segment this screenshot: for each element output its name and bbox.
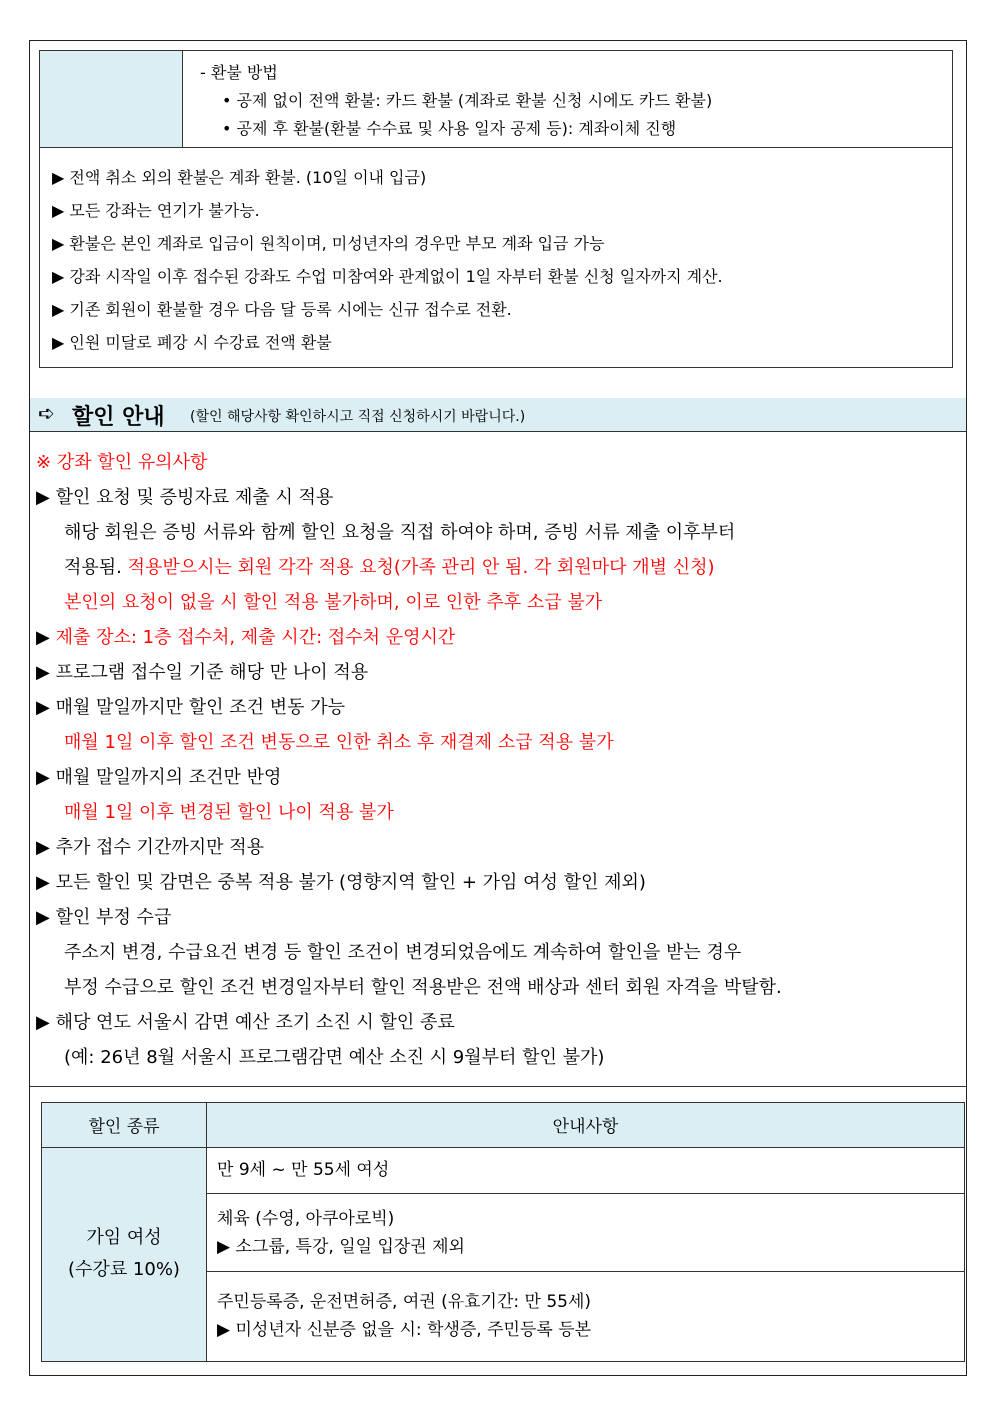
caution-heading: ※ 강좌 할인 유의사항	[36, 452, 208, 473]
refund-method-item: • 공제 없이 전액 환불: 카드 환불 (계좌로 환불 신청 시에도 카드 환불)	[222, 91, 713, 110]
discount-text: 적용됨.	[64, 557, 128, 578]
table-cell-line: 체육 (수영, 아쿠아로빅)	[217, 1208, 395, 1229]
discount-notes	[36, 445, 782, 1075]
discount-header	[30, 398, 966, 432]
discount-line: 부정 수급으로 할인 조건 변경일자부터 할인 적용받은 전액 배상과 센터 회원 자격을 박탈함.	[64, 977, 782, 998]
table-cell-line: ▶ 미성년자 신분증 없을 시: 학생증, 주민등록 등본	[217, 1320, 592, 1341]
discount-text: ▶	[36, 627, 56, 648]
table-row	[42, 1147, 965, 1194]
discount-table	[41, 1102, 965, 1362]
discount-line: ▶ 매월 말일까지만 할인 조건 변동 가능	[36, 697, 345, 718]
arrow-right-icon: ➪	[38, 401, 55, 425]
refund-notes	[52, 161, 723, 359]
discount-line: ▶ 해당 연도 서울시 감면 예산 조기 소진 시 할인 종료	[36, 1012, 455, 1033]
table-cell	[207, 1271, 965, 1361]
refund-note: ▶ 강좌 시작일 이후 접수된 강좌도 수업 미참여와 관계없이 1일 자부터 환불 신청 일자까지 계산.	[52, 267, 723, 286]
refund-method-title: - 환불 방법	[200, 63, 278, 82]
table-header-info: 안내사항	[207, 1103, 965, 1148]
discount-subtitle: (할인 해당사항 확인하시고 직접 신청하시기 바랍니다.)	[190, 409, 526, 425]
discount-line: (예: 26년 8월 서울시 프로그램감면 예산 소진 시 9월부터 할인 불가)	[64, 1047, 605, 1068]
discount-kind-rate: (수강료 10%)	[68, 1259, 180, 1281]
refund-section	[39, 50, 953, 368]
refund-note: ▶ 전액 취소 외의 환불은 계좌 환불. (10일 이내 입금)	[52, 168, 427, 187]
section-divider	[30, 1086, 966, 1087]
document-page	[29, 40, 967, 1376]
refund-method-row	[40, 51, 952, 148]
table-header-kind: 할인 종류	[42, 1103, 207, 1148]
refund-note: ▶ 환불은 본인 계좌로 입금이 원칙이며, 미성년자의 경우만 부모 계좌 입금 가능	[52, 234, 605, 253]
discount-kind-cell	[42, 1147, 207, 1361]
table-cell-line: 주민등록증, 운전면허증, 여권 (유효기간: 만 55세)	[217, 1292, 592, 1313]
discount-line	[36, 550, 782, 585]
table-cell	[207, 1194, 965, 1272]
discount-text-red: 제출 장소: 1층 접수처, 제출 시간: 접수처 운영시간	[55, 627, 456, 648]
table-header-row	[42, 1103, 965, 1148]
discount-line: ▶ 할인 부정 수급	[36, 907, 172, 928]
table-cell-line: ▶ 소그룹, 특강, 일일 입장권 제외	[217, 1236, 465, 1257]
refund-note: ▶ 모든 강좌는 연기가 불가능.	[52, 201, 260, 220]
refund-note: ▶ 인원 미달로 폐강 시 수강료 전액 환불	[52, 333, 332, 352]
refund-method-item: • 공제 후 환불(환불 수수료 및 사용 일자 공제 등): 계좌이체 진행	[222, 119, 677, 138]
discount-text-red: 적용받으시는 회원 각각 적용 요청(가족 관리 안 됨. 각 회원마다 개별 신청)	[127, 557, 715, 578]
discount-line: ▶ 매월 말일까지의 조건만 반영	[36, 767, 282, 788]
discount-line: ▶ 모든 할인 및 감면은 중복 적용 불가 (영향지역 할인 + 가임 여성 할인 제외)	[36, 872, 646, 893]
discount-line: ▶ 추가 접수 기간까지만 적용	[36, 837, 264, 858]
discount-title: 할인 안내	[72, 405, 165, 430]
refund-note: ▶ 기존 회원이 환불할 경우 다음 달 등록 시에는 신규 접수로 전환.	[52, 300, 512, 319]
discount-line: 매월 1일 이후 변경된 할인 나이 적용 불가	[64, 802, 394, 823]
discount-line: ▶ 프로그램 접수일 기준 해당 만 나이 적용	[36, 662, 369, 683]
discount-line: 본인의 요청이 없을 시 할인 적용 불가하며, 이로 인한 추후 소급 불가	[64, 592, 603, 613]
table-cell: 만 9세 ~ 만 55세 여성	[207, 1147, 965, 1194]
refund-label-cell	[40, 51, 183, 147]
discount-line: 매월 1일 이후 할인 조건 변동으로 인한 취소 후 재결제 소급 적용 불가	[64, 732, 614, 753]
discount-line	[36, 620, 782, 655]
discount-line: ▶ 할인 요청 및 증빙자료 제출 시 적용	[36, 487, 334, 508]
discount-kind-name: 가임 여성	[86, 1227, 162, 1249]
discount-line: 해당 회원은 증빙 서류와 함께 할인 요청을 직접 하여야 하며, 증빙 서류 제출 이후부터	[64, 522, 736, 543]
discount-line: 주소지 변경, 수급요건 변경 등 할인 조건이 변경되었음에도 계속하여 할인을 받는 경우	[64, 942, 742, 963]
refund-method-cell	[200, 59, 712, 143]
